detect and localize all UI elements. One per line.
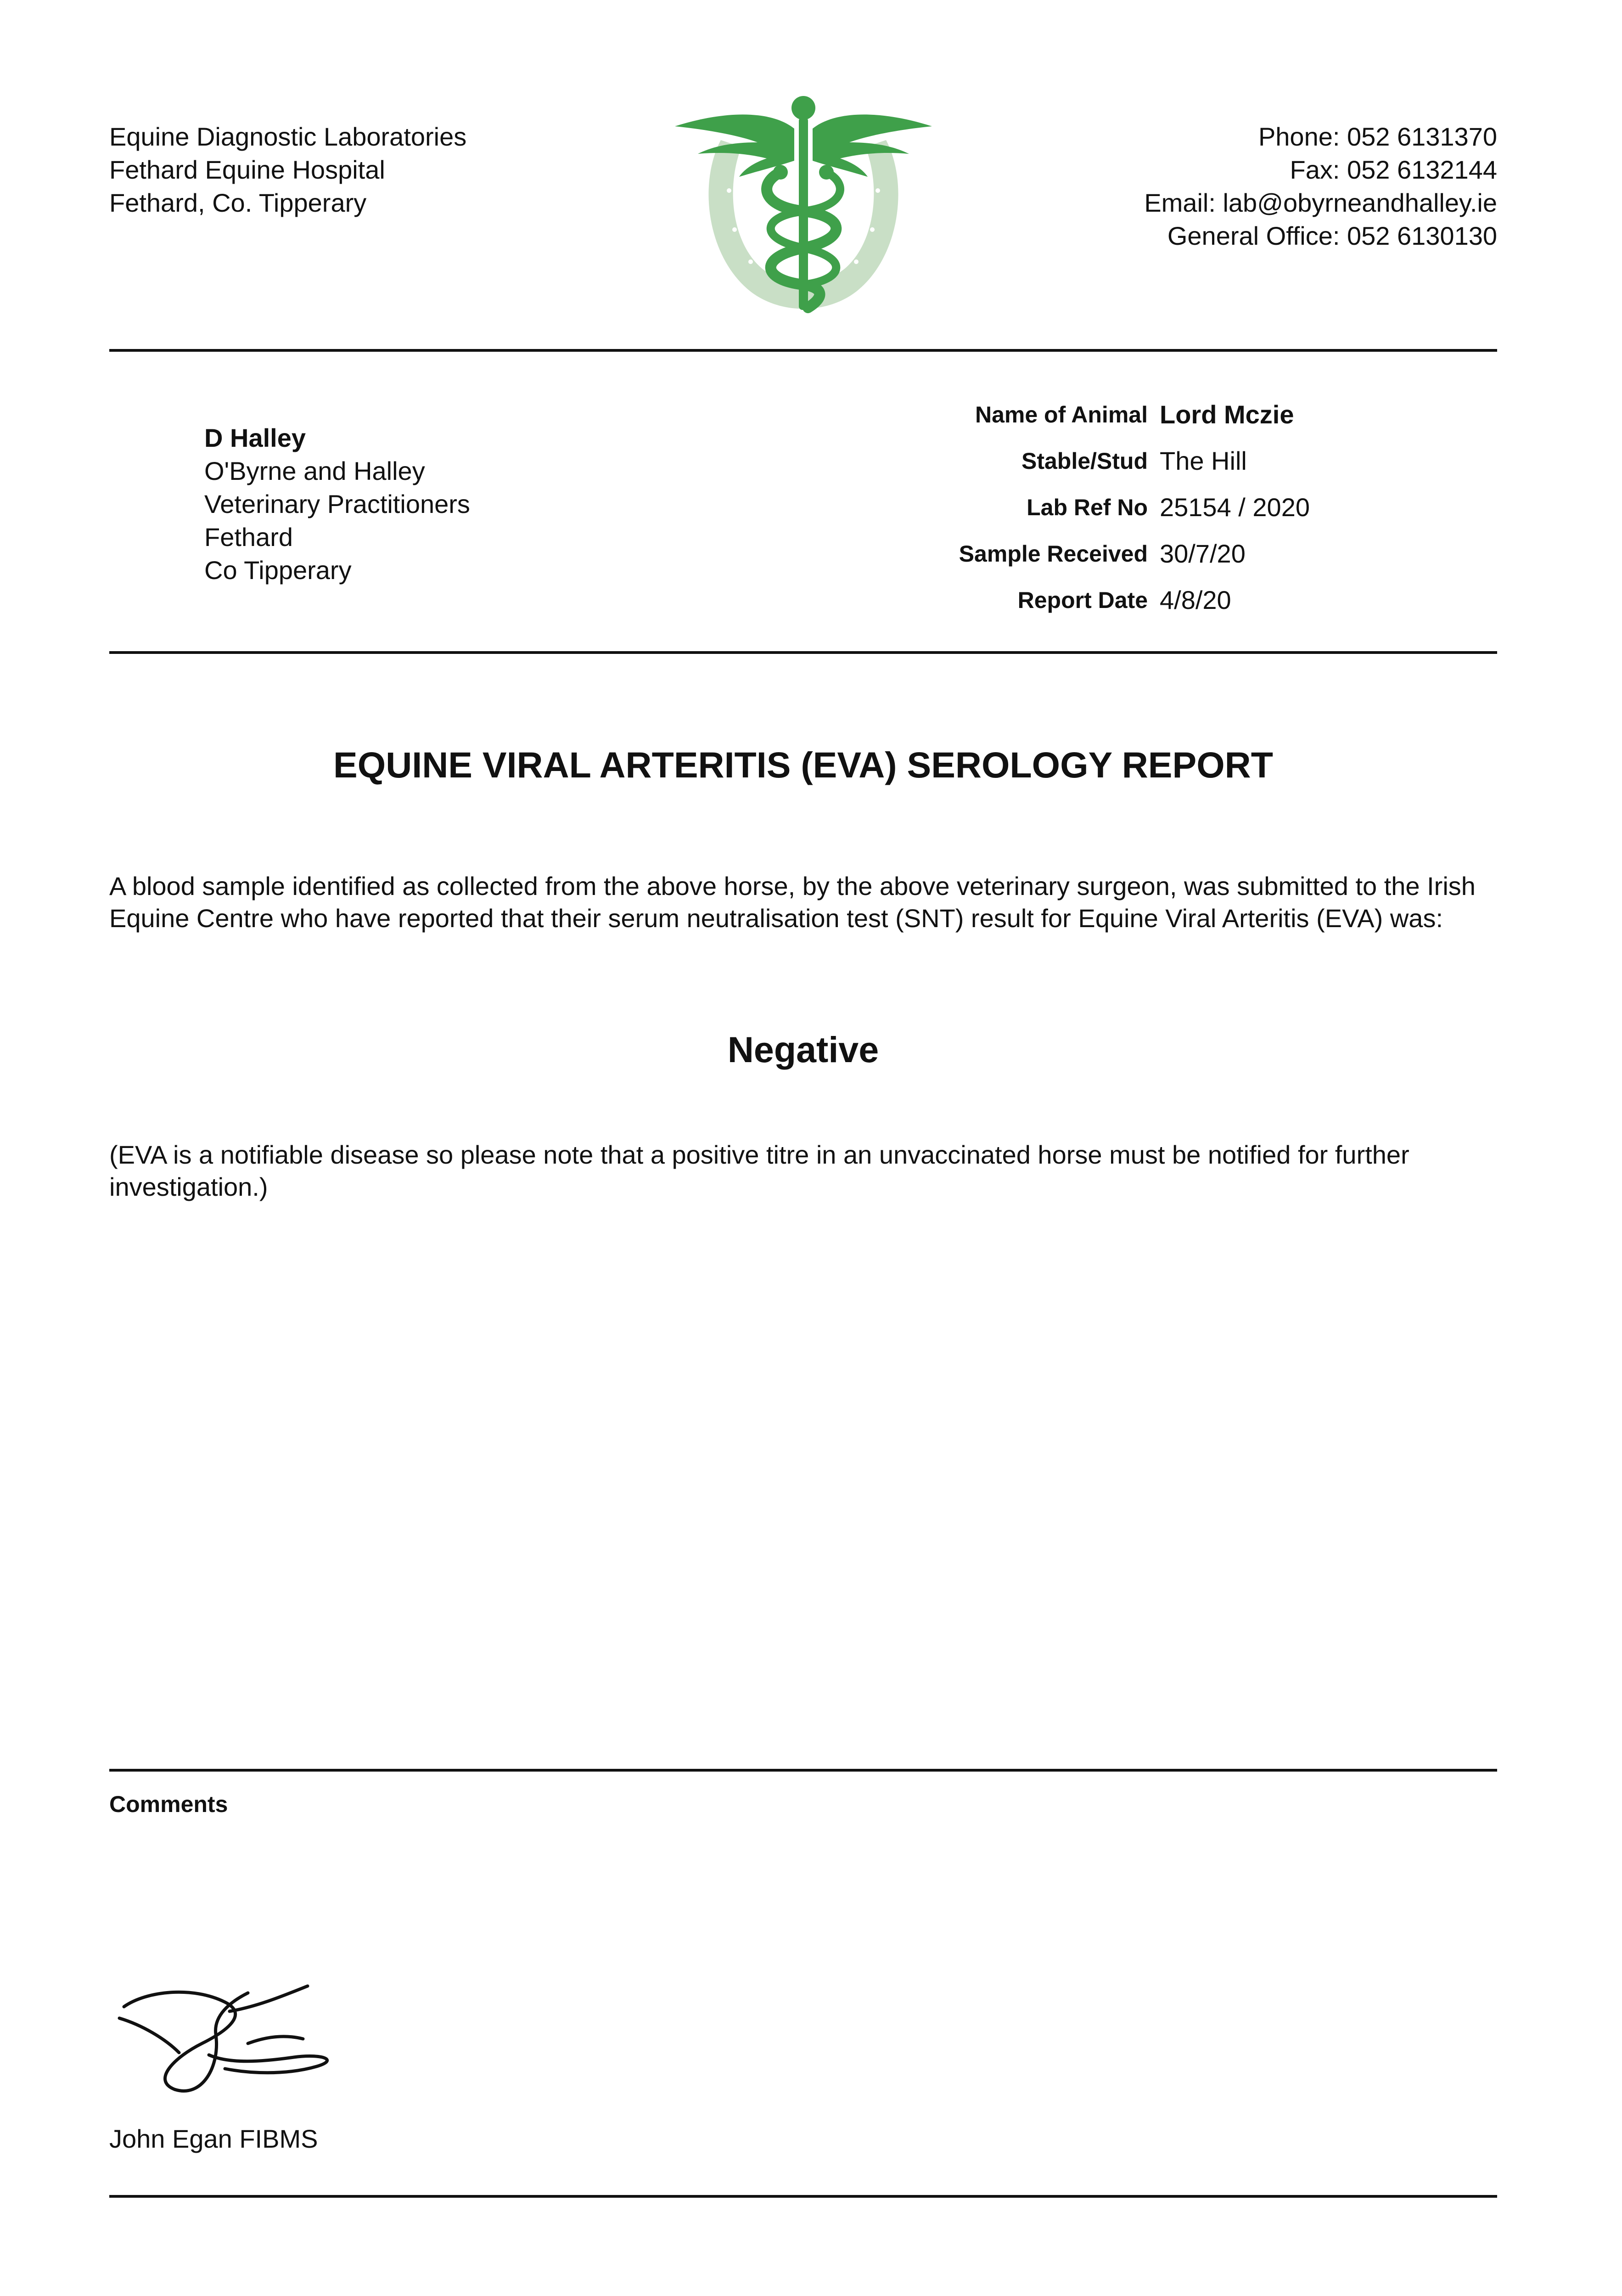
signature-icon [110, 1975, 358, 2103]
lab-ref-value: 25154 / 2020 [1160, 493, 1310, 522]
caduceus-horseshoe-icon [670, 92, 937, 321]
recipient-practice: O'Byrne and Halley [204, 456, 425, 485]
test-result: Negative [727, 1029, 879, 1070]
recipient-town: Fethard [204, 523, 293, 551]
recipient-practice-type: Veterinary Practitioners [204, 490, 470, 518]
email-address: Email: lab@obyrneandhalley.ie [1144, 188, 1497, 217]
info-divider [109, 651, 1497, 654]
info-label: Name of Animal [975, 401, 1148, 428]
contact-details [1144, 120, 1497, 253]
info-label: Stable/Stud [1021, 448, 1148, 474]
animal-name-value: Lord Mczie [1160, 400, 1294, 429]
lab-hospital: Fethard Equine Hospital [109, 155, 385, 184]
footer-divider [109, 2195, 1497, 2198]
report-title: EQUINE VIRAL ARTERITIS (EVA) SEROLOGY REPORT [333, 744, 1273, 785]
lab-address [109, 120, 466, 219]
notifiable-note: (EVA is a notifiable disease so please note that a positive titre in an unvaccinated horse must be notified for further investigation.) [109, 1140, 1409, 1201]
header-divider [109, 349, 1497, 352]
recipient-name: D Halley [204, 423, 306, 452]
phone-number: Phone: 052 6131370 [1258, 122, 1497, 151]
comments-divider [109, 1769, 1497, 1772]
info-row-stable [872, 438, 1310, 484]
info-row-report-date [872, 577, 1310, 623]
comments-label: Comments [109, 1791, 228, 1817]
info-row-sample-received [872, 530, 1310, 577]
report-intro: A blood sample identified as collected from the above horse, by the above veterinary surgeon, was submitted to the Irish Equine Centre who have reported that their serum neutralisation test (SNT) result for Equine Viral Arteritis (EVA) was: [109, 872, 1476, 933]
stable-value: The Hill [1160, 446, 1247, 475]
signer-name: John Egan FIBMS [109, 2124, 318, 2153]
lab-location: Fethard, Co. Tipperary [109, 188, 367, 217]
sample-received-value: 30/7/20 [1160, 539, 1246, 568]
info-row-lab-ref [872, 484, 1310, 530]
info-label: Sample Received [959, 540, 1148, 567]
info-row-animal-name [872, 391, 1310, 438]
info-label: Lab Ref No [1027, 494, 1148, 520]
animal-info-table [872, 391, 1310, 623]
general-office-number: General Office: 052 6130130 [1167, 221, 1497, 250]
report-date-value: 4/8/20 [1160, 585, 1231, 614]
fax-number: Fax: 052 6132144 [1290, 155, 1497, 184]
lab-name: Equine Diagnostic Laboratories [109, 122, 467, 151]
recipient-address [204, 422, 470, 587]
recipient-county: Co Tipperary [204, 556, 352, 585]
info-label: Report Date [1017, 587, 1148, 613]
